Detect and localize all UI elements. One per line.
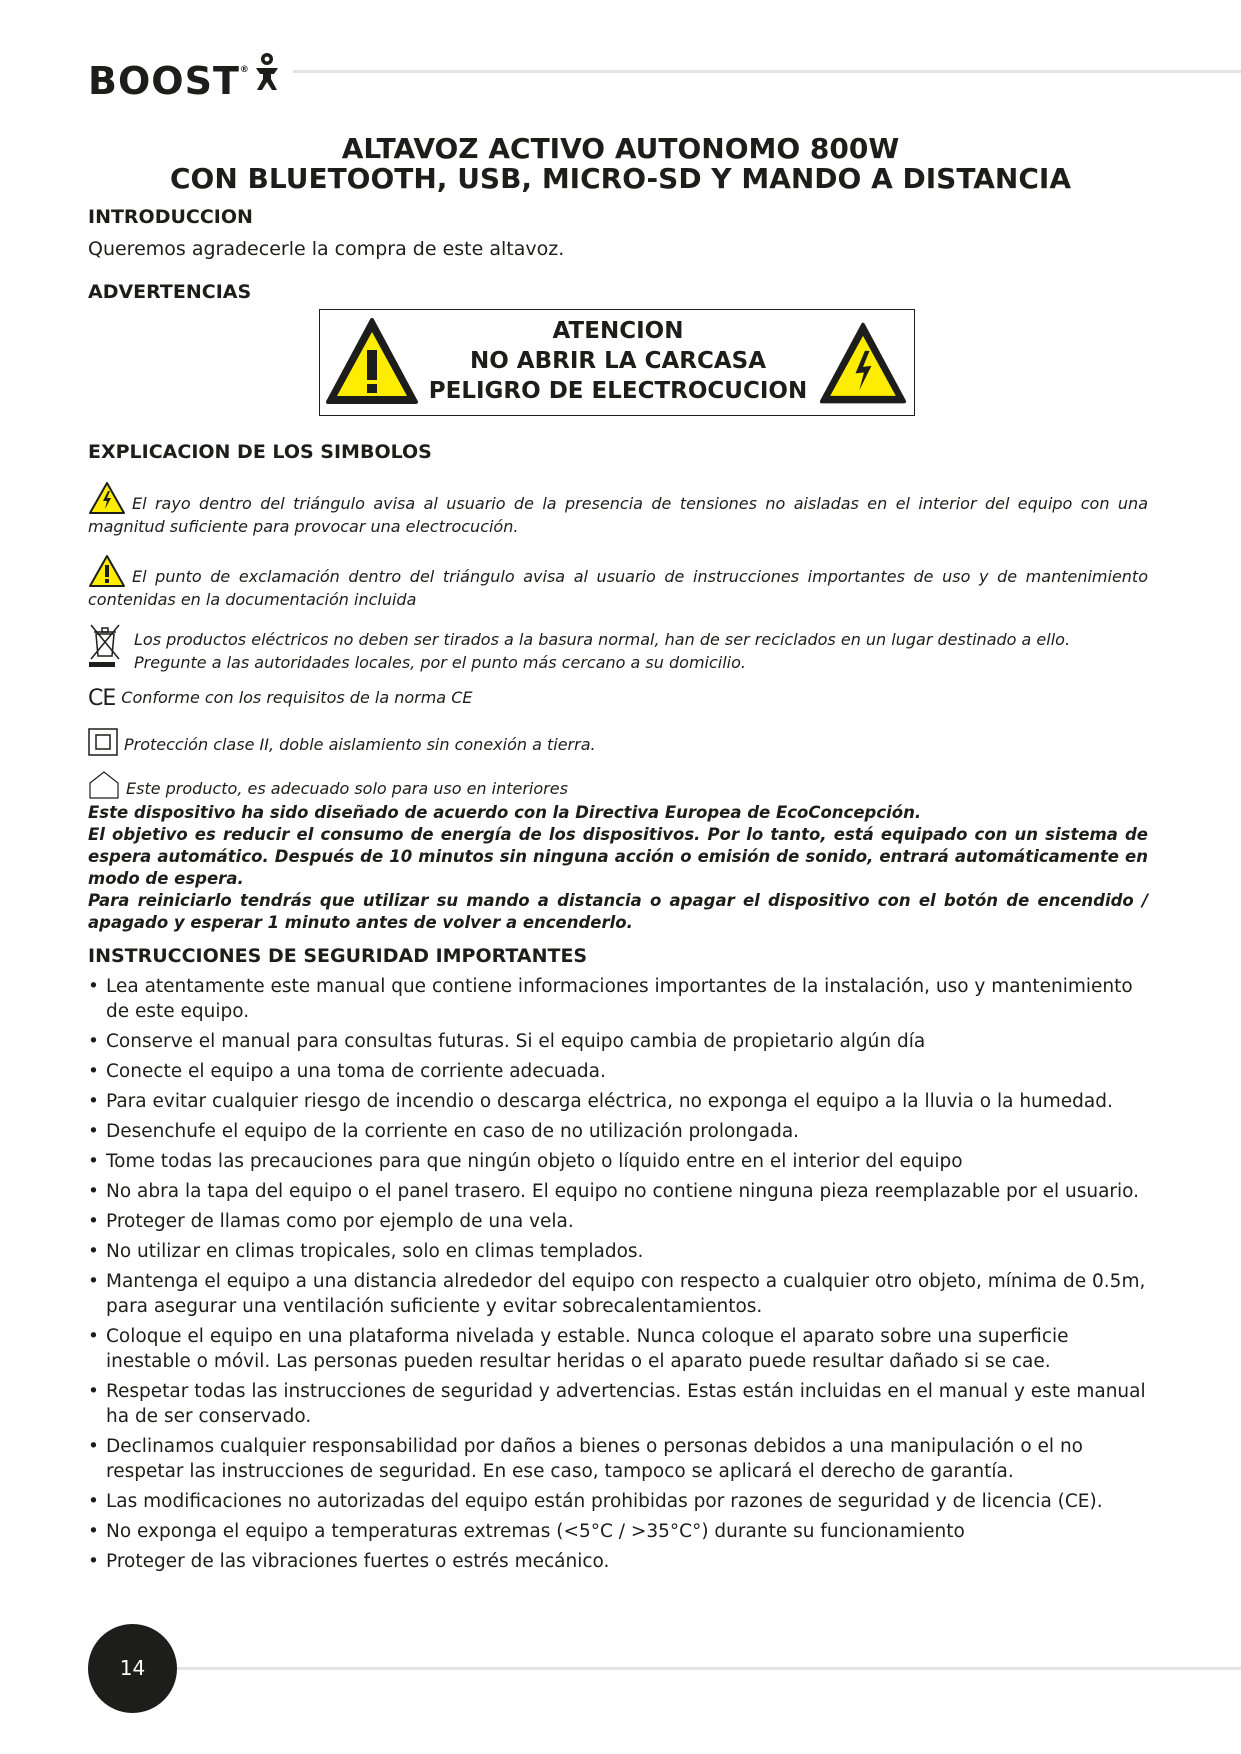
list-item: • No exponga el equipo a temperaturas extremas (<5°C / >35°C°) durante su funcionamiento [88, 1519, 1148, 1544]
warning-line-2: NO ABRIR LA CARCASA [469, 348, 767, 374]
footer-rule [177, 1667, 1241, 1670]
symbol-lightning [88, 481, 1148, 538]
list-item: • Las modificaciones no autorizadas del equipo están prohibidas por razones de seguridad y de licencia (CE). [88, 1489, 1148, 1514]
symbol-exclamation [88, 554, 1148, 611]
page-number: 14 [88, 1624, 177, 1713]
header-rule [293, 70, 1241, 73]
list-item: • Respetar todas las instrucciones de seguridad y advertencias. Estas están incluidas en el manual y este manual ha de ser conservado. [88, 1379, 1148, 1429]
exclamation-warning-icon [324, 314, 420, 410]
symbol-ce [88, 686, 1148, 710]
brand-logo [88, 48, 250, 103]
boost-figure-icon [252, 52, 282, 92]
lightning-warning-icon [818, 320, 908, 408]
warnings-heading: ADVERTENCIAS [88, 281, 252, 303]
symbol-indoor-text: Este producto, es adecuado solo para uso en interiores [126, 779, 568, 798]
eco-line-1: Este dispositivo ha sido diseñado de acuerdo con la Directiva Europea de EcoConcepción. [88, 803, 922, 822]
list-item: • Conserve el manual para consultas futuras. Si el equipo cambia de propietario algún día [88, 1029, 1148, 1054]
brand-logo-mark: ® [239, 65, 250, 75]
lightning-triangle-icon [88, 481, 126, 515]
symbol-class2-text: Protección clase II, doble aislamiento sin conexión a tierra. [124, 735, 596, 754]
warning-box [319, 309, 915, 416]
document-title [88, 134, 1153, 194]
warning-line-3: PELIGRO DE ELECTROCUCION [428, 378, 808, 404]
warning-line-1: ATENCION [552, 318, 684, 344]
list-item: • Mantenga el equipo a una distancia alrededor del equipo con respecto a cualquier otro objeto, mínima de 0.5m, para asegurar una ventilación suficiente y evitar sobrecalentamientos. [88, 1269, 1148, 1319]
symbols-heading: EXPLICACION DE LOS SIMBOLOS [88, 441, 432, 463]
page-header [88, 48, 1241, 103]
eco-line-2: El objetivo es reducir el consumo de energía de los dispositivos. Por lo tanto, está equipado con un sistema de espera automático. Después de 10 minutos sin ninguna acción o emisión de sonido, entrará automáticamente en modo de espera. [88, 825, 1148, 888]
weee-bin-icon [88, 622, 122, 668]
list-item: • Para evitar cualquier riesgo de incendio o descarga eléctrica, no exponga el equipo a la lluvia o la humedad. [88, 1089, 1148, 1114]
symbol-weee-text [134, 628, 1146, 674]
list-item: • No utilizar en climas tropicales, solo en climas templados. [88, 1239, 1148, 1264]
ce-mark-icon: CE [88, 686, 116, 711]
double-insulation-icon [88, 728, 118, 756]
symbol-ce-text: Conforme con los requisitos de la norma CE [121, 688, 473, 707]
list-item: • Desenchufe el equipo de la corriente en caso de no utilización prolongada. [88, 1119, 1148, 1144]
intro-heading: INTRODUCCION [88, 206, 253, 228]
symbol-exclamation-text: El punto de exclamación dentro del triángulo avisa al usuario de instrucciones importantes de uso y de mantenimiento contenidas en la documentación incluida [88, 567, 1148, 609]
eco-design-notice [88, 802, 1148, 934]
symbol-indoor [88, 770, 1148, 800]
symbol-weee-line-2: Pregunte a las autoridades locales, por el punto más cercano a su domicilio. [134, 653, 746, 672]
list-item: • Lea atentamente este manual que contiene informaciones importantes de la instalación, uso y mantenimiento de este equipo. [88, 974, 1148, 1024]
exclamation-triangle-icon [88, 554, 126, 588]
symbol-class2 [88, 728, 1148, 756]
list-item: • Declinamos cualquier responsabilidad por daños a bienes o personas debidos a una manipulación o el no respetar las instrucciones de seguridad. En ese caso, tampoco se aplicará el derecho de garantía. [88, 1434, 1148, 1484]
warning-text [416, 316, 820, 406]
intro-text: Queremos agradecerle la compra de este altavoz. [88, 238, 565, 260]
list-item: • Tome todas las precauciones para que ningún objeto o líquido entre en el interior del equipo [88, 1149, 1148, 1174]
list-item: • No abra la tapa del equipo o el panel trasero. El equipo no contiene ninguna pieza reemplazable por el usuario. [88, 1179, 1148, 1204]
list-item: • Conecte el equipo a una toma de corriente adecuada. [88, 1059, 1148, 1084]
eco-line-3: Para reiniciarlo tendrás que utilizar su mando a distancia o apagar el dispositivo con el botón de encendido / apagado y esperar 1 minuto antes de volver a encenderlo. [88, 891, 1148, 932]
title-line-1: ALTAVOZ ACTIVO AUTONOMO 800W [341, 132, 900, 165]
symbol-weee-line-1: Los productos eléctricos no deben ser tirados a la basura normal, han de ser reciclados en un lugar destinado a ello. [134, 630, 1071, 649]
safety-heading: INSTRUCCIONES DE SEGURIDAD IMPORTANTES [88, 945, 588, 967]
list-item: • Coloque el equipo en una plataforma nivelada y estable. Nunca coloque el aparato sobre una superficie inestable o móvil. Las personas pueden resultar heridas o el aparato puede resultar dañado si se cae. [88, 1324, 1148, 1374]
house-icon [88, 770, 120, 800]
list-item: • Proteger de las vibraciones fuertes o estrés mecánico. [88, 1549, 1148, 1574]
safety-list [88, 974, 1148, 1579]
list-item: • Proteger de llamas como por ejemplo de una vela. [88, 1209, 1148, 1234]
brand-logo-text: BOOST [88, 59, 240, 103]
title-line-2: CON BLUETOOTH, USB, MICRO-SD Y MANDO A DISTANCIA [169, 162, 1072, 195]
symbol-lightning-text: El rayo dentro del triángulo avisa al usuario de la presencia de tensiones no aisladas en el interior del equipo con una magnitud suficiente para provocar una electrocución. [88, 494, 1148, 536]
